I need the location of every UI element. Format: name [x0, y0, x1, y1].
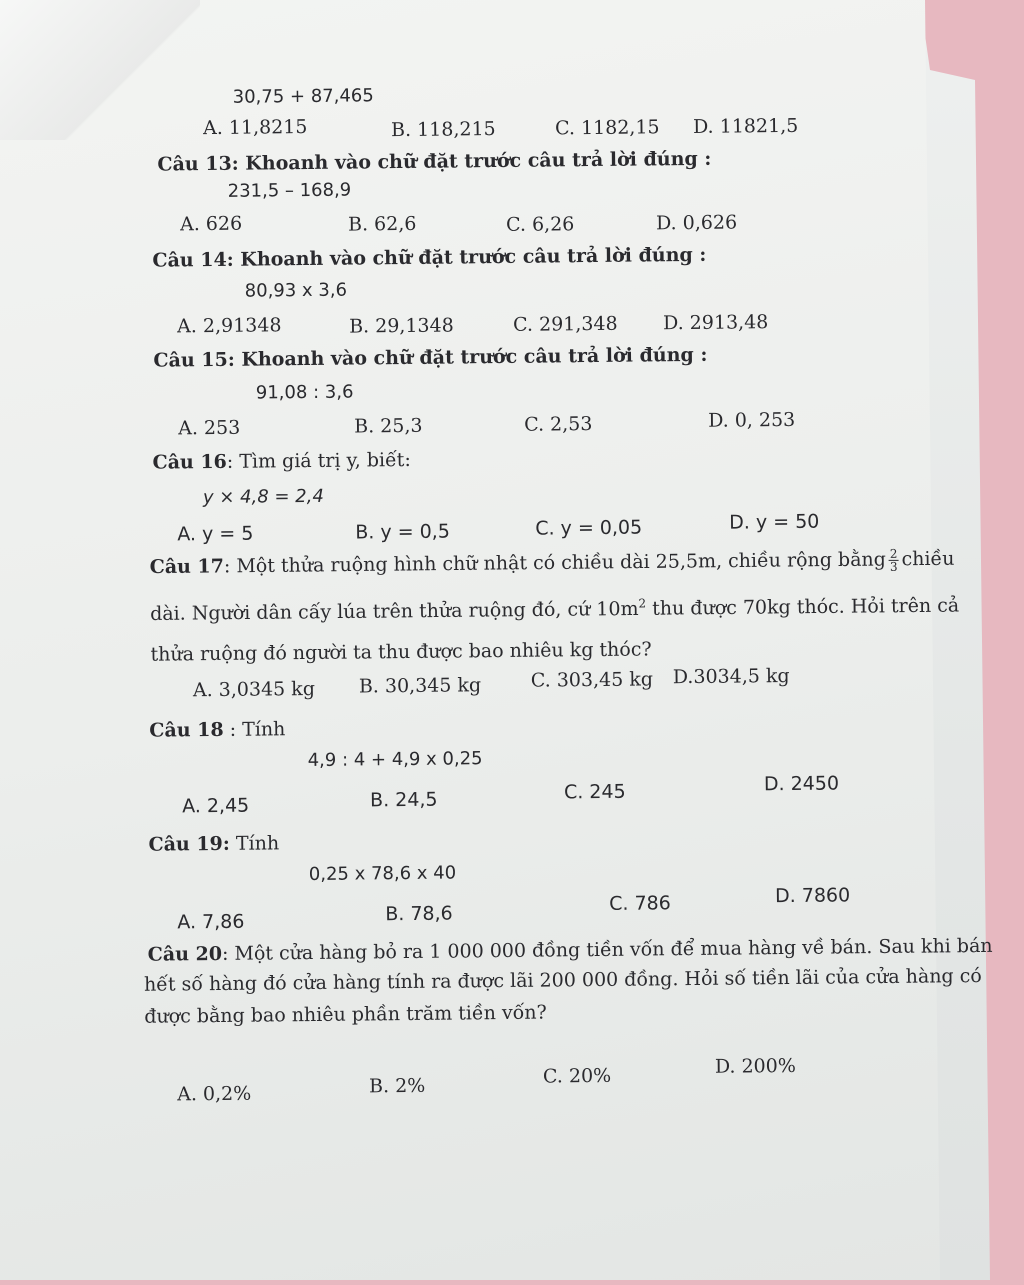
q14-option-c[interactable]: C. 291,348 [513, 312, 618, 336]
q16-expression: y × 4,8 = 2,4 [202, 485, 324, 509]
q16-option-d[interactable]: D. y = 50 [729, 510, 820, 534]
q18-question [149, 718, 285, 741]
q15-option-d[interactable]: D. 0, 253 [708, 408, 796, 432]
q19-option-c[interactable]: C. 786 [609, 892, 671, 915]
q17-line-2b: thu được 70kg thóc. Hỏi trên cả [646, 594, 960, 620]
q15-option-c[interactable]: C. 2,53 [524, 413, 593, 436]
q19-expression: 0,25 x 78,6 x 40 [308, 862, 457, 886]
q17-fraction-numerator: 2 [889, 546, 898, 561]
q12-option-d[interactable]: D. 11821,5 [692, 114, 799, 138]
q14-label: Câu 14 [152, 248, 227, 272]
q13-label: Câu 13 [157, 152, 232, 176]
q17-line-3: thửa ruộng đó người ta thu được bao nhiêu kg thóc? [150, 638, 652, 666]
q14-option-d[interactable]: D. 2913,48 [662, 311, 769, 335]
q16-question [152, 449, 410, 474]
q14-question [152, 244, 706, 272]
q20-option-a[interactable]: A. 0,2% [177, 1082, 252, 1106]
q13-option-c[interactable]: C. 6,26 [505, 213, 575, 236]
q15-expression: 91,08 : 3,6 [255, 381, 354, 404]
q20-line-1 [148, 935, 993, 966]
q15-question [153, 344, 707, 372]
q17-label: Câu 17 [149, 555, 225, 579]
q15-prompt: : Khoanh vào chữ đặt trước câu trả lời đúng : [227, 343, 708, 371]
q19-option-b[interactable]: B. 78,6 [385, 902, 453, 926]
q18-option-d[interactable]: D. 2450 [763, 772, 840, 796]
q16-option-a[interactable]: A. y = 5 [177, 522, 254, 546]
q15-option-b[interactable]: B. 25,3 [354, 414, 423, 438]
q18-option-a[interactable]: A. 2,45 [182, 794, 250, 818]
q18-prompt: : Tính [223, 718, 286, 741]
q14-expression: 80,93 x 3,6 [244, 279, 348, 302]
q20-label: Câu 20 [147, 942, 223, 966]
q17-option-b[interactable]: B. 30,345 kg [358, 674, 482, 698]
q13-question [157, 148, 711, 176]
q17-superscript: 2 [638, 596, 647, 611]
q20-line-2: hết số hàng đó cửa hàng tính ra được lãi 200 000 đồng. Hỏi số tiền lãi của cửa hàng có [143, 964, 982, 996]
q17-fraction [889, 548, 899, 573]
q19-option-d[interactable]: D. 7860 [775, 884, 851, 908]
q19-prompt: Tính [229, 832, 280, 855]
q20-text-1: : Một cửa hàng bỏ ra 1 000 000 đồng tiền vốn để mua hàng về bán. Sau khi bán [221, 934, 993, 965]
q17-text-2: chiều [901, 547, 955, 571]
q14-option-a[interactable]: A. 2,91348 [177, 314, 282, 338]
q16-option-c[interactable]: C. y = 0,05 [535, 516, 643, 540]
q17-option-c[interactable]: C. 303,45 kg [530, 668, 654, 692]
q15-label: Câu 15 [153, 348, 228, 372]
q18-option-c[interactable]: C. 245 [563, 780, 626, 804]
q20-option-b[interactable]: B. 2% [368, 1074, 426, 1098]
q13-prompt: : Khoanh vào chữ đặt trước câu trả lời đúng : [231, 147, 712, 175]
q17-line-1 [150, 547, 955, 580]
q19-question [148, 832, 279, 855]
q20-line-3: được bằng bao nhiêu phần trăm tiền vốn? [144, 1001, 547, 1028]
q17-line-2a: dài. Người dân cấy lúa trên thửa ruộng đó, cứ 10m [150, 597, 639, 625]
q14-prompt: : Khoanh vào chữ đặt trước câu trả lời đúng : [226, 243, 707, 271]
q15-option-a[interactable]: A. 253 [178, 416, 241, 440]
q17-option-a[interactable]: A. 3,0345 kg [192, 677, 316, 702]
q18-option-b[interactable]: B. 24,5 [369, 788, 438, 812]
q14-option-b[interactable]: B. 29,1348 [349, 314, 454, 338]
q17-text-1: : Một thửa ruộng hình chữ nhật có chiều dài 25,5m, chiều rộng bằng [223, 548, 886, 578]
q19-label: Câu 19: [148, 832, 230, 856]
q18-label: Câu 18 [149, 718, 224, 742]
q13-expression: 231,5 – 168,9 [227, 179, 352, 202]
q12-option-a[interactable]: A. 11,8215 [202, 115, 308, 140]
q13-option-b[interactable]: B. 62,6 [347, 212, 417, 236]
q17-line-2 [150, 593, 959, 625]
q17-option-d[interactable]: D.3034,5 kg [672, 664, 790, 689]
q12-expression: 30,75 + 87,465 [232, 85, 374, 108]
q17-fraction-denominator: 3 [889, 559, 898, 574]
q16-label: Câu 16 [152, 450, 227, 474]
q12-option-c[interactable]: C. 1182,15 [554, 116, 660, 140]
q20-option-d[interactable]: D. 200% [714, 1054, 796, 1078]
q16-option-b[interactable]: B. y = 0,5 [355, 520, 450, 544]
q18-expression: 4,9 : 4 + 4,9 x 0,25 [307, 748, 483, 772]
q13-option-a[interactable]: A. 626 [179, 212, 243, 236]
q13-option-d[interactable]: D. 0,626 [655, 211, 738, 235]
q12-option-b[interactable]: B. 118,215 [390, 118, 496, 142]
q19-option-a[interactable]: A. 7,86 [177, 910, 245, 934]
q16-prompt: : Tìm giá trị y, biết: [226, 448, 411, 473]
q20-option-c[interactable]: C. 20% [542, 1064, 612, 1088]
